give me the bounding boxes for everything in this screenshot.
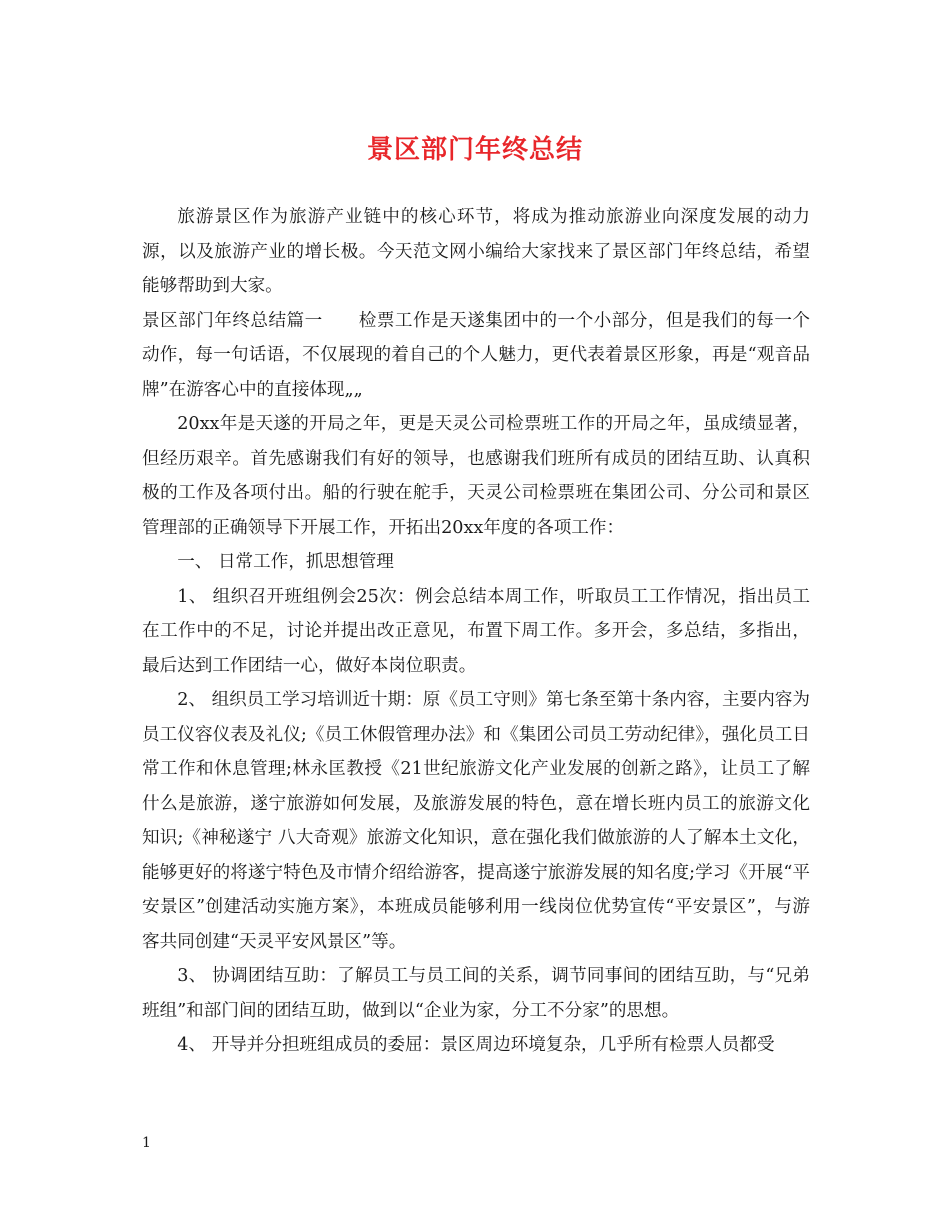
paragraph: 4、 开导并分担班组成员的委屈：景区周边环境复杂，几乎所有检票人员都受 xyxy=(177,1035,775,1055)
page-number: 1 xyxy=(142,1135,151,1151)
paragraph: 3、 协调团结互助：了解员工与员工间的关系，调节同事间的团结互助，与“兄弟班组”和部门间的团结互助，做到以“企业为家，分工不分家”的思想。 xyxy=(142,966,810,1021)
document-title: 景区部门年终总结 xyxy=(366,135,583,165)
paragraph: 2、 组织员工学习培训近十期：原《员工守则》第七条至第十条内容，主要内容为员工仪容仪表及礼仪;《员工休假管理办法》和《集团公司员工劳动纪律》，强化员工日常工作和休息管理;林永匡教授《21世纪旅游文化产业发展的创新之路》，让员工了解什么是旅游，遂宁旅游如何发展，及旅游发展的特色，意在增长班内员工的旅游文化知识;《神秘遂宁 八大奇观》旅游文化知识，意在强化我们做旅游的人了解本土文化，能够更好的将遂宁特色及市情介绍给游客，提高遂宁旅游发展的知名度;学习《开展“平安景区”创建活动实施方案》，本班成员能够利用一线岗位优势宣传“平安景区”，与游客共同创建“天灵平安风景区”等。 xyxy=(142,690,810,952)
section-heading: 一、 日常工作，抓思想管理 xyxy=(177,552,394,572)
paragraph: 旅游景区作为旅游产业链中的核心环节，将成为推动旅游业向深度发展的动力源，以及旅游产业的增长极。今天范文网小编给大家找来了景区部门年终总结，希望能够帮助到大家。 xyxy=(142,207,810,296)
paragraph: 1、 组织召开班组例会25次：例会总结本周工作，听取员工工作情况，指出员工在工作中的不足，讨论并提出改正意见，布置下周工作。多开会，多总结，多指出，最后达到工作团结一心，做好本岗位职责。 xyxy=(142,586,810,676)
paragraph: 景区部门年终总结篇一 检票工作是天遂集团中的一个小部分，但是我们的每一个动作，每一句话语，不仅展现的着自己的个人魅力，更代表着景区形象，再是“观音品牌”在游客心中的直接体现„„ xyxy=(142,310,810,400)
document-body xyxy=(142,200,810,1063)
paragraph: 20xx年是天遂的开局之年，更是天灵公司检票班工作的开局之年，虽成绩显著，但经历艰辛。首先感谢我们有好的领导，也感谢我们班所有成员的团结互助、认真积极的工作及各项付出。船的行驶在舵手，天灵公司检票班在集团公司、分公司和景区管理部的正确领导下开展工作，开拓出20xx年度的各项工作： xyxy=(142,414,810,538)
